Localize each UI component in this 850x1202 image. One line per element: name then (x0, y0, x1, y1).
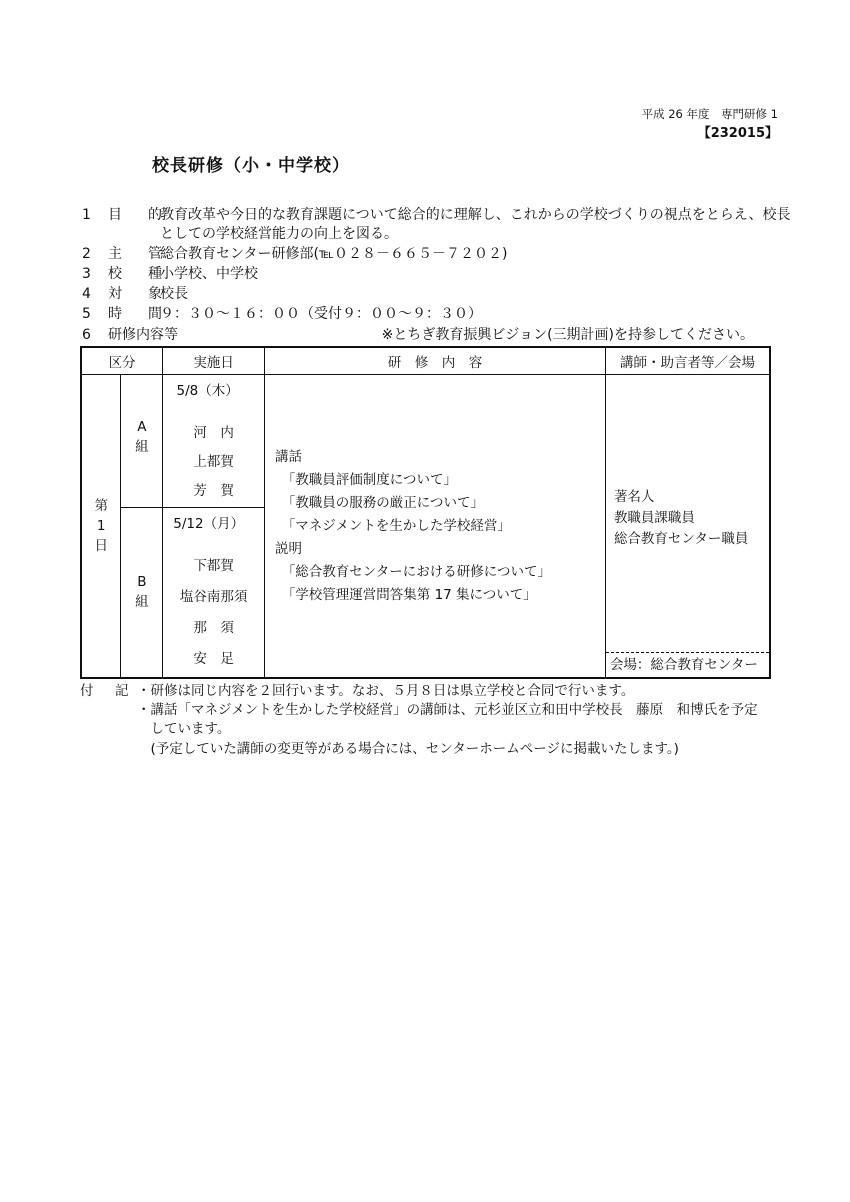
group-b-area: 安 足 (193, 650, 234, 667)
item-num: 6 (82, 327, 91, 343)
header-date: 実施日 (163, 347, 265, 375)
group-b-label: B 組 (135, 573, 149, 610)
table-row (81, 375, 770, 508)
item-label: 研修内容等 (108, 327, 178, 343)
page-title: 校長研修（小・中学校） (152, 156, 350, 176)
notes-label: 付 記 (80, 683, 133, 699)
content-line: 講話 (275, 448, 303, 465)
note-line: (予定していた講師の変更等がある場合には、センターホームページに掲載いたします。) (137, 741, 679, 757)
year-label: 平成 26 年度 専門研修 1 (641, 107, 778, 121)
group-b-area: 那 須 (193, 619, 234, 636)
group-a-date-cell (163, 375, 265, 508)
content-cell (265, 375, 606, 679)
item-school-type (82, 265, 258, 283)
group-a-label: A 組 (135, 419, 149, 455)
item-num: 5 (82, 306, 91, 322)
group-b-cell (121, 507, 163, 678)
header-content: 研 修 内 容 (265, 347, 606, 375)
content-line: 「教職員の服務の厳正について」 (275, 494, 485, 511)
item-label: 主 管 (108, 246, 168, 262)
item-num: 2 (82, 246, 91, 262)
item-num: 1 (82, 207, 91, 223)
item-num: 4 (82, 286, 91, 302)
content-line: 「教職員評価制度について」 (275, 471, 458, 488)
header-division: 区分 (81, 347, 163, 375)
item-purpose (82, 206, 791, 224)
note-line: ・研修は同じ内容を２回行います。なお、５月８日は県立学校と合同で行います。 (137, 683, 635, 699)
lecturer-item: 著名人 (613, 489, 655, 505)
bring-note: ※とちぎ教育振興ビジョン(三期計画)を持参してください。 (381, 327, 754, 343)
course-code: 【232015】 (697, 126, 778, 141)
content-line: 「マネジメントを生かした学校経営」 (275, 517, 511, 534)
item-organizer (82, 245, 507, 263)
item-time (82, 305, 482, 323)
item-label: 時 間 (108, 306, 168, 322)
note-line: ・講話「マネジメントを生かした学校経営」の講師は、元杉並区立和田中学校長 藤原 和博氏を予定 (137, 702, 758, 718)
content-line: 「総合教育センターにおける研修について」 (275, 563, 551, 580)
item-label: 校 種 (108, 266, 168, 282)
day-cell (81, 375, 121, 679)
item-purpose-cont: としての学校経営能力の向上を図る。 (160, 226, 398, 242)
day-label: 第 1 日 (94, 498, 108, 554)
item-label: 目 的 (108, 207, 168, 223)
lecturer-cell (605, 375, 770, 679)
item-text: 総合教育センター研修部(℡０２８－６６５－７２０２) (160, 246, 508, 262)
content-line: 「学校管理運営問答集第 17 集について」 (275, 586, 537, 603)
lecturer-list (614, 487, 748, 550)
item-text: 小学校、中学校 (160, 266, 258, 282)
header-lecturer: 講師・助言者等／会場 (605, 347, 770, 375)
content-line: 説明 (275, 540, 303, 557)
item-label: 対 象 (108, 286, 168, 302)
group-b-area: 塩谷南那須 (179, 588, 248, 605)
venue-label: 会場：総合教育センター (609, 657, 758, 673)
group-a-area: 芳 賀 (193, 483, 234, 499)
lecturer-item: 総合教育センター職員 (613, 531, 749, 547)
group-b-date-cell (163, 507, 265, 678)
table-header-row (81, 347, 770, 375)
group-b-area: 下都賀 (193, 557, 234, 574)
group-a-area: 河 内 (193, 425, 234, 441)
item-text: ９：３０～１６：００（受付９：００～９：３０） (160, 306, 482, 322)
item-text: 教育改革や今日的な教育課題について総合的に理解し、これからの学校づくりの視点をとらえ、校長 (160, 207, 791, 223)
group-a-date: 5/8（木） (176, 383, 239, 399)
group-b-date: 5/12（月） (173, 515, 245, 532)
note-line: しています。 (137, 721, 231, 737)
schedule-table (80, 346, 771, 679)
group-a-area: 上都賀 (193, 454, 234, 470)
lecturer-item: 教職員課職員 (613, 510, 695, 526)
item-num: 3 (82, 266, 91, 282)
item-target (82, 285, 188, 303)
item-text: 校長 (160, 286, 188, 302)
item-content (82, 326, 178, 344)
